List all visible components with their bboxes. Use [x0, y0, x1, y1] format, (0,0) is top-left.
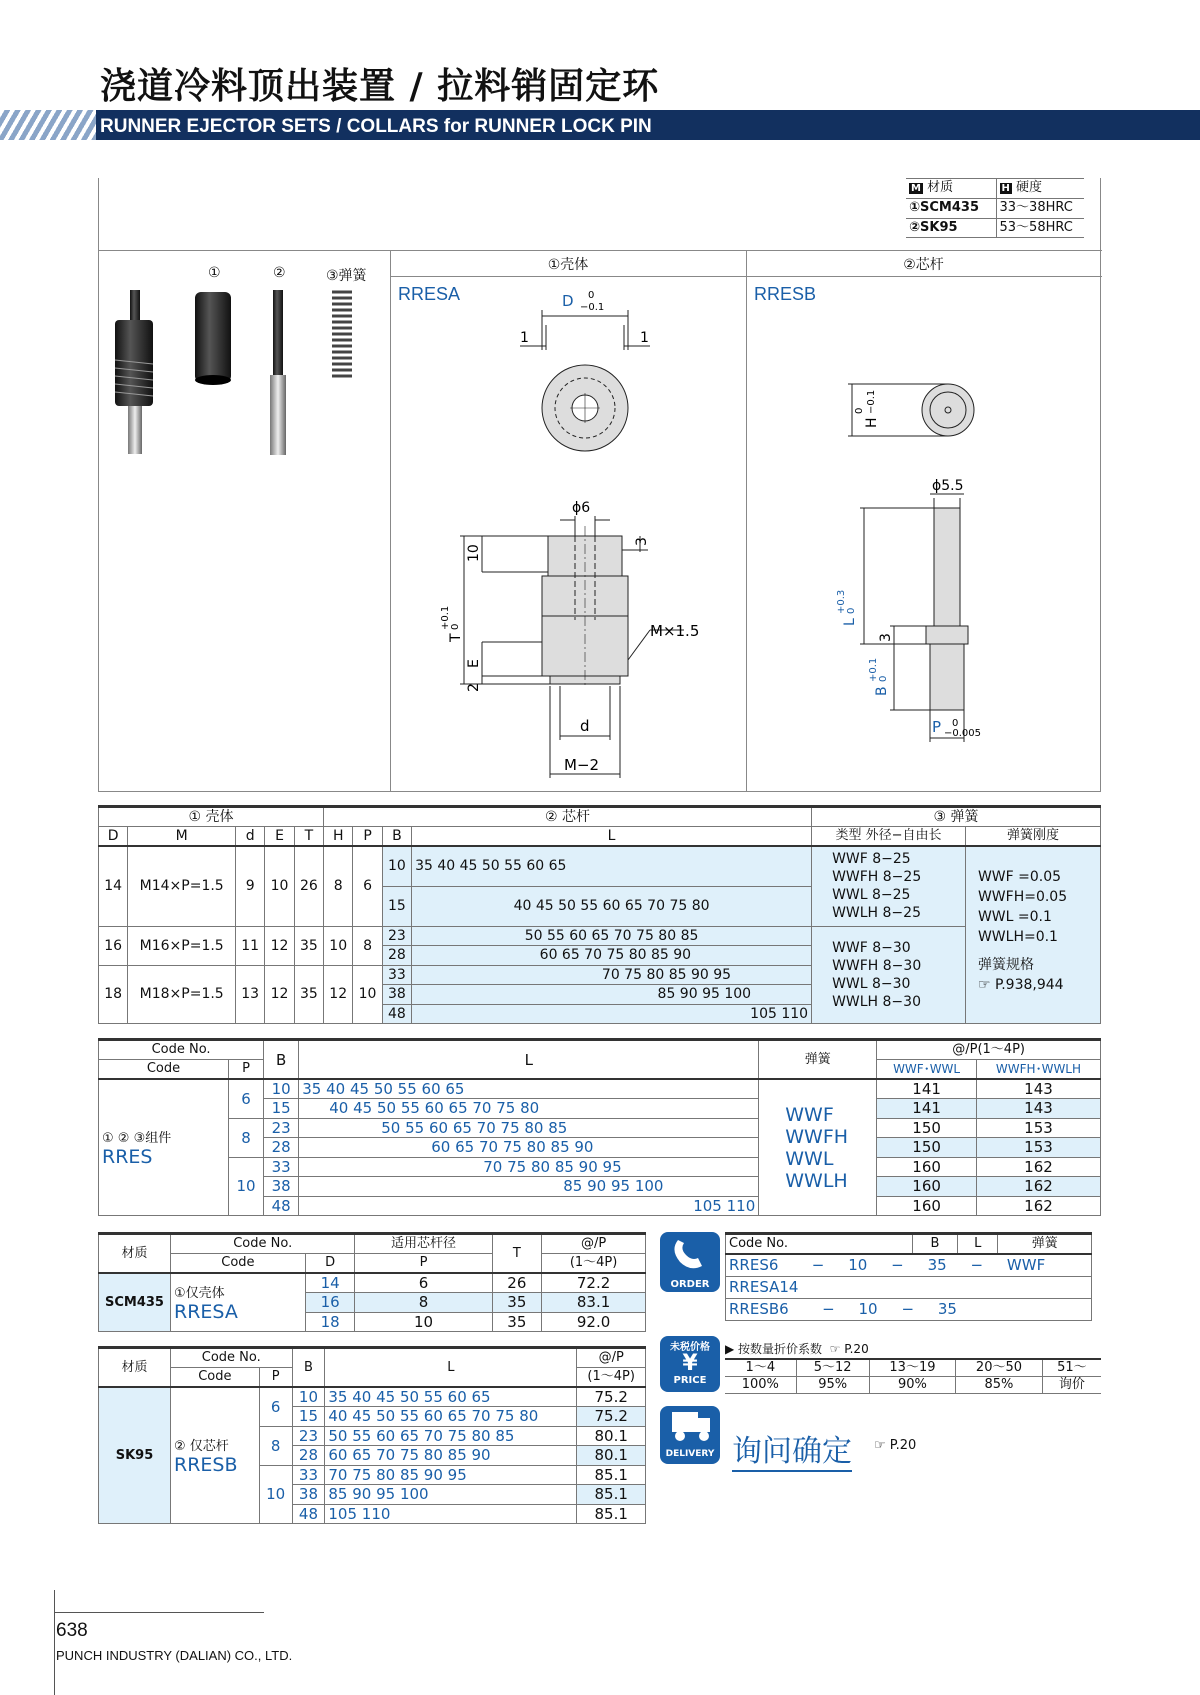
housing-photo: [195, 292, 231, 385]
mat-1: ①SCM435: [906, 199, 996, 219]
ta-code: RRESA: [174, 1300, 238, 1323]
dim-E: E: [466, 659, 482, 668]
dim-B: B: [874, 686, 890, 696]
discount-qty: 51～: [1042, 1359, 1101, 1376]
tb-p: 10: [259, 1465, 292, 1524]
ta-d: 14: [305, 1273, 355, 1293]
tb-l: 35 40 45 50 55 60 65: [325, 1387, 577, 1407]
tb-price: 75.2: [577, 1387, 646, 1407]
order-price-a: 141: [877, 1079, 977, 1099]
ta-mat: SCM435: [99, 1273, 171, 1332]
order-price-c: 153: [976, 1138, 1100, 1158]
price-icon: 未税价格 ¥ PRICE: [660, 1336, 720, 1392]
order-b: 15: [264, 1099, 299, 1119]
spec-table: [98, 805, 1101, 1024]
ta-h-t: T: [492, 1234, 542, 1274]
order-h-codeno: Code No.: [99, 1040, 264, 1060]
housing-drawing: [420, 290, 740, 790]
spec-h2: ② 芯杆: [324, 807, 812, 827]
spec-cell: M18×P=1.5: [128, 965, 236, 1024]
spring-list-a: WWF 8−25 WWFH 8−25 WWL 8−25 WWLH 8−25: [812, 846, 966, 926]
ta-price: 92.0: [542, 1312, 646, 1332]
ta-p: 8: [355, 1293, 492, 1313]
order-b: 33: [264, 1157, 299, 1177]
order-h-price: @/P(1～4P): [877, 1040, 1101, 1060]
spec-cell: 12: [265, 926, 294, 965]
dim-B-tol-lower: 0: [878, 675, 889, 682]
tb-p: 8: [259, 1426, 292, 1465]
spec-cell: 8: [353, 926, 382, 965]
order-b: 38: [264, 1177, 299, 1197]
tb-b: 10: [292, 1387, 325, 1407]
ta-h-p1: 适用芯杆径: [355, 1234, 492, 1254]
discount-qty: 1～4: [725, 1359, 796, 1376]
dim-H-tol-lower: −0.1: [866, 389, 877, 414]
discount-qty: 20～50: [956, 1359, 1043, 1376]
hard-2: 53～58HRC: [996, 218, 1084, 238]
page-title: 浇道冷料顶出装置 / 拉料销固定环: [100, 66, 660, 107]
tb-price: 75.2: [577, 1407, 646, 1427]
tb-price: 85.1: [577, 1485, 646, 1505]
tb-l: 40 45 50 55 60 65 70 75 80: [325, 1407, 577, 1427]
dim-Mx: M×1.5: [650, 622, 700, 640]
spec-cell: 10: [265, 846, 294, 926]
dim-D-tol-upper: 0: [588, 290, 595, 301]
dim-T-tol-lower: 0: [450, 623, 461, 630]
spec-cell: 35: [294, 926, 323, 965]
company-name: PUNCH INDUSTRY (DALIAN) CO., LTD.: [56, 1648, 293, 1663]
ta-d: 18: [305, 1312, 355, 1332]
oe-row-1: RRES6 − 10 − 35 − WWF: [726, 1254, 1092, 1276]
order-p: 10: [229, 1157, 264, 1216]
tb-b: 33: [292, 1465, 325, 1485]
delivery-icon: DELIVERY: [660, 1406, 720, 1464]
footer-rule: [54, 1590, 55, 1695]
discount-qty: 5～12: [796, 1359, 869, 1376]
page-number: 638: [56, 1620, 88, 1641]
spec-cell: 50 55 60 65 70 75 80 85: [412, 926, 812, 946]
order-h-l: L: [299, 1040, 759, 1080]
spec-col-M: M: [128, 827, 236, 847]
order-price-a: 150: [877, 1138, 977, 1158]
order-b: 48: [264, 1196, 299, 1216]
oe-h-spring: 弹簧: [998, 1234, 1092, 1255]
discount-ref: P.20: [844, 1342, 869, 1356]
discount-rate: 询价: [1042, 1376, 1101, 1393]
ta-t: 26: [492, 1273, 542, 1293]
order-price-c: 162: [976, 1157, 1100, 1177]
spring-rates: WWF =0.05 WWFH=0.05 WWL =0.1 WWLH=0.1 弹簧规格 ☞ P.938,944: [965, 846, 1100, 1024]
oe-h-b: B: [912, 1234, 957, 1255]
tb-b: 15: [292, 1407, 325, 1427]
order-example-table: [725, 1232, 1092, 1321]
title-bar-stripe: [0, 110, 96, 140]
dim-L: L: [842, 618, 858, 626]
tb-l: 85 90 95 100: [325, 1485, 577, 1505]
ta-h-p2: P: [355, 1254, 492, 1274]
tb-l: 70 75 80 85 90 95: [325, 1465, 577, 1485]
dim-H-tol-upper: 0: [854, 407, 865, 414]
spec-cell: 35 40 45 50 55 60 65: [412, 846, 812, 886]
discount-table: [725, 1358, 1101, 1394]
dim-2: 2: [466, 683, 482, 692]
order-code: RRES: [102, 1145, 153, 1168]
mat-header: 材质: [927, 180, 954, 195]
dim-L-tol-lower: 0: [846, 607, 857, 614]
oe-row-3: RRESB6 − 10 − 35: [726, 1298, 1092, 1320]
spec-cell: 13: [236, 965, 265, 1024]
draw-b-code: RRESB: [754, 284, 817, 304]
order-h-p1: WWF･WWL: [877, 1060, 977, 1080]
spec-cell: 6: [353, 846, 382, 926]
spring-photo: [332, 292, 352, 376]
tb-l: 105 110: [325, 1504, 577, 1524]
order-b: 28: [264, 1138, 299, 1158]
tb-b: 38: [292, 1485, 325, 1505]
order-b: 23: [264, 1118, 299, 1138]
ta-product: ①仅壳体 RRESA: [171, 1273, 306, 1332]
dim-L-tol-upper: +0.3: [836, 589, 847, 614]
spec-col-P: P: [353, 827, 382, 847]
tb-h-price2: (1～4P): [577, 1368, 646, 1388]
ta-d: 16: [305, 1293, 355, 1313]
ta-p: 6: [355, 1273, 492, 1293]
order-price-c: 162: [976, 1177, 1100, 1197]
spec-col-E: E: [265, 827, 294, 847]
spec-cell: 14: [99, 846, 128, 926]
spec-cell: 105 110: [412, 1004, 812, 1024]
order-table: [98, 1038, 1101, 1216]
spec-col-B: B: [382, 827, 411, 847]
tb-b: 48: [292, 1504, 325, 1524]
spec-col-rate: 弹簧刚度: [965, 827, 1100, 847]
order-l: 70 75 80 85 90 95: [299, 1157, 759, 1177]
mat-2: ②SK95: [906, 218, 996, 238]
discount-rate: 100%: [725, 1376, 796, 1393]
spec-cell: 18: [99, 965, 128, 1024]
dim-B-tol-upper: +0.1: [868, 657, 879, 682]
order-p: 6: [229, 1079, 264, 1118]
spec-cell: 8: [324, 846, 353, 926]
spec-cell: 10: [324, 926, 353, 965]
spec-cell: 28: [382, 946, 411, 966]
dim-1-right: 1: [640, 330, 649, 346]
order-price-c: 153: [976, 1118, 1100, 1138]
spec-cell: 10: [382, 846, 411, 886]
order-price-a: 160: [877, 1177, 977, 1197]
dim-phi55: ϕ5.5: [932, 478, 964, 494]
spec-cell: 40 45 50 55 60 65 70 75 80: [412, 886, 812, 926]
discount-rate: 85%: [956, 1376, 1043, 1393]
dim-T-tol-upper: +0.1: [440, 605, 451, 630]
spec-cell: 11: [236, 926, 265, 965]
ta-price: 72.2: [542, 1273, 646, 1293]
footer-underline: [54, 1612, 264, 1613]
photo-label-2: ②: [273, 265, 286, 281]
dim-M-2: M−2: [564, 756, 600, 774]
ta-h-mat: 材质: [99, 1234, 171, 1274]
spec-cell: 12: [324, 965, 353, 1024]
dim-H: H: [864, 417, 880, 428]
dim-d: d: [580, 717, 590, 735]
order-springs: WWF WWFH WWL WWLH: [759, 1079, 877, 1216]
spec-cell: 85 90 95 100: [412, 985, 812, 1005]
ta-h-d: D: [305, 1254, 355, 1274]
order-h-p2: WWFH･WWLH: [976, 1060, 1100, 1080]
order-price-c: 162: [976, 1196, 1100, 1216]
order-price-c: 143: [976, 1099, 1100, 1119]
tb-price: 85.1: [577, 1465, 646, 1485]
spec-cell: 35: [294, 965, 323, 1024]
discount-rate: 90%: [869, 1376, 956, 1393]
ta-t: 35: [492, 1293, 542, 1313]
order-l: 35 40 45 50 55 60 65: [299, 1079, 759, 1099]
tb-h-price1: @/P: [577, 1348, 646, 1368]
spec-cell: 38: [382, 985, 411, 1005]
order-h-code: Code: [99, 1060, 229, 1080]
order-l: 85 90 95 100: [299, 1177, 759, 1197]
tb-l: 50 55 60 65 70 75 80 85: [325, 1426, 577, 1446]
order-price-a: 160: [877, 1196, 977, 1216]
spec-cell: 12: [265, 965, 294, 1024]
dim-P: P: [932, 718, 942, 736]
dim-3b: 3: [878, 633, 894, 642]
order-product: ① ② ③组件 RRES: [99, 1079, 229, 1216]
spec-cell: 23: [382, 926, 411, 946]
oe-row-2: RRESA14: [726, 1276, 1092, 1298]
spec-h1: ① 壳体: [99, 807, 324, 827]
tb-code: RRESB: [174, 1453, 238, 1476]
photo-label-3: ③弹簧: [326, 268, 367, 284]
order-price-a: 160: [877, 1157, 977, 1177]
order-h-b: B: [264, 1040, 299, 1080]
order-l: 50 55 60 65 70 75 80 85: [299, 1118, 759, 1138]
dim-D: D: [562, 292, 574, 310]
ta-h-code: Code: [171, 1254, 306, 1274]
ta-h-codeno: Code No.: [171, 1234, 355, 1254]
spec-cell: 70 75 80 85 90 95: [412, 965, 812, 985]
order-price-a: 141: [877, 1099, 977, 1119]
tb-h-b: B: [292, 1348, 325, 1388]
discount-rate: 95%: [796, 1376, 869, 1393]
spec-col-T: T: [294, 827, 323, 847]
h-icon: H: [1001, 183, 1010, 194]
tb-product: ② 仅芯杆 RRESB: [171, 1387, 260, 1524]
dim-phi6: ϕ6: [572, 500, 591, 516]
spring-list-b: WWF 8−30 WWFH 8−30 WWL 8−30 WWLH 8−30: [812, 926, 966, 1024]
ta-price: 83.1: [542, 1293, 646, 1313]
spec-col-type: 类型 外径−自由长: [812, 827, 966, 847]
ta-h-price2: (1～4P): [542, 1254, 646, 1274]
spec-cell: 26: [294, 846, 323, 926]
dim-10: 10: [466, 544, 482, 562]
order-price-c: 143: [976, 1079, 1100, 1099]
spring-spec-note: 弹簧规格: [977, 957, 1034, 973]
dim-D-tol-lower: −0.1: [580, 302, 605, 313]
dim-T: T: [448, 633, 464, 642]
ta-t: 35: [492, 1312, 542, 1332]
spec-cell: 33: [382, 965, 411, 985]
order-icon: ORDER: [660, 1232, 720, 1292]
tb-l: 60 65 70 75 80 85 90: [325, 1446, 577, 1466]
order-l: 105 110: [299, 1196, 759, 1216]
tb-b: 28: [292, 1446, 325, 1466]
spec-col-d: d: [236, 827, 265, 847]
m-icon: M: [911, 183, 921, 194]
delivery-text: 询问确定: [732, 1426, 852, 1472]
hard-1: 33～38HRC: [996, 199, 1084, 219]
tb-mat: SK95: [99, 1387, 171, 1524]
tb-h-codeno: Code No.: [171, 1348, 293, 1368]
assembly-photo: [115, 290, 153, 454]
ta-p: 10: [355, 1312, 492, 1332]
tb-b: 23: [292, 1426, 325, 1446]
dim-1-left: 1: [520, 330, 529, 346]
dim-3: 3: [634, 537, 650, 546]
spec-col-L: L: [412, 827, 812, 847]
discount-qty: 13～19: [869, 1359, 956, 1376]
oe-h-codeno: Code No.: [726, 1234, 913, 1255]
delivery-ref: ☞ P.20: [874, 1438, 917, 1453]
pin-drawing: [830, 370, 1010, 750]
pin-photo: [270, 290, 286, 455]
photo-label-1: ①: [208, 265, 221, 281]
order-l: 40 45 50 55 60 65 70 75 80: [299, 1099, 759, 1119]
oe-h-l: L: [958, 1234, 998, 1255]
spec-cell: 15: [382, 886, 411, 926]
tb-price: 80.1: [577, 1426, 646, 1446]
housing-table: [98, 1232, 646, 1332]
order-h-spring: 弹簧: [759, 1040, 877, 1080]
tb-price: 80.1: [577, 1446, 646, 1466]
order-h-p: P: [229, 1060, 264, 1080]
ta-h-price1: @/P: [542, 1234, 646, 1254]
spec-cell: M16×P=1.5: [128, 926, 236, 965]
product-photo: [100, 280, 390, 460]
tb-h-p: P: [259, 1368, 292, 1388]
spec-cell: 60 65 70 75 80 85 90: [412, 946, 812, 966]
spec-cell: M14×P=1.5: [128, 846, 236, 926]
dim-P-tol-upper: 0: [952, 718, 959, 729]
discount-title: ▶ 按数量折价系数 ☞ P.20: [725, 1342, 869, 1356]
tb-h-mat: 材质: [99, 1348, 171, 1388]
spec-cell: 9: [236, 846, 265, 926]
order-p: 8: [229, 1118, 264, 1157]
spec-col-D: D: [99, 827, 128, 847]
spring-spec-ref: P.938,944: [994, 977, 1064, 993]
spec-h3: ③ 弹簧: [812, 807, 1101, 827]
spec-cell: 10: [353, 965, 382, 1024]
order-price-a: 150: [877, 1118, 977, 1138]
tb-h-l: L: [325, 1348, 577, 1388]
order-b: 10: [264, 1079, 299, 1099]
dim-P-tol-lower: −0.005: [944, 728, 982, 739]
spec-col-H: H: [324, 827, 353, 847]
spec-cell: 48: [382, 1004, 411, 1024]
draw-b-header: ②芯杆: [903, 257, 944, 273]
pin-table: [98, 1346, 646, 1524]
draw-a-header: ①壳体: [547, 257, 589, 273]
order-l: 60 65 70 75 80 85 90: [299, 1138, 759, 1158]
hard-header: 硬度: [1016, 180, 1043, 195]
draw-a-code: RRESA: [398, 284, 461, 304]
tb-p: 6: [259, 1387, 292, 1426]
spec-cell: 16: [99, 926, 128, 965]
tb-h-code: Code: [171, 1368, 260, 1388]
page-subtitle: RUNNER EJECTOR SETS / COLLARS for RUNNER LOCK PIN: [100, 116, 652, 137]
tb-price: 85.1: [577, 1504, 646, 1524]
